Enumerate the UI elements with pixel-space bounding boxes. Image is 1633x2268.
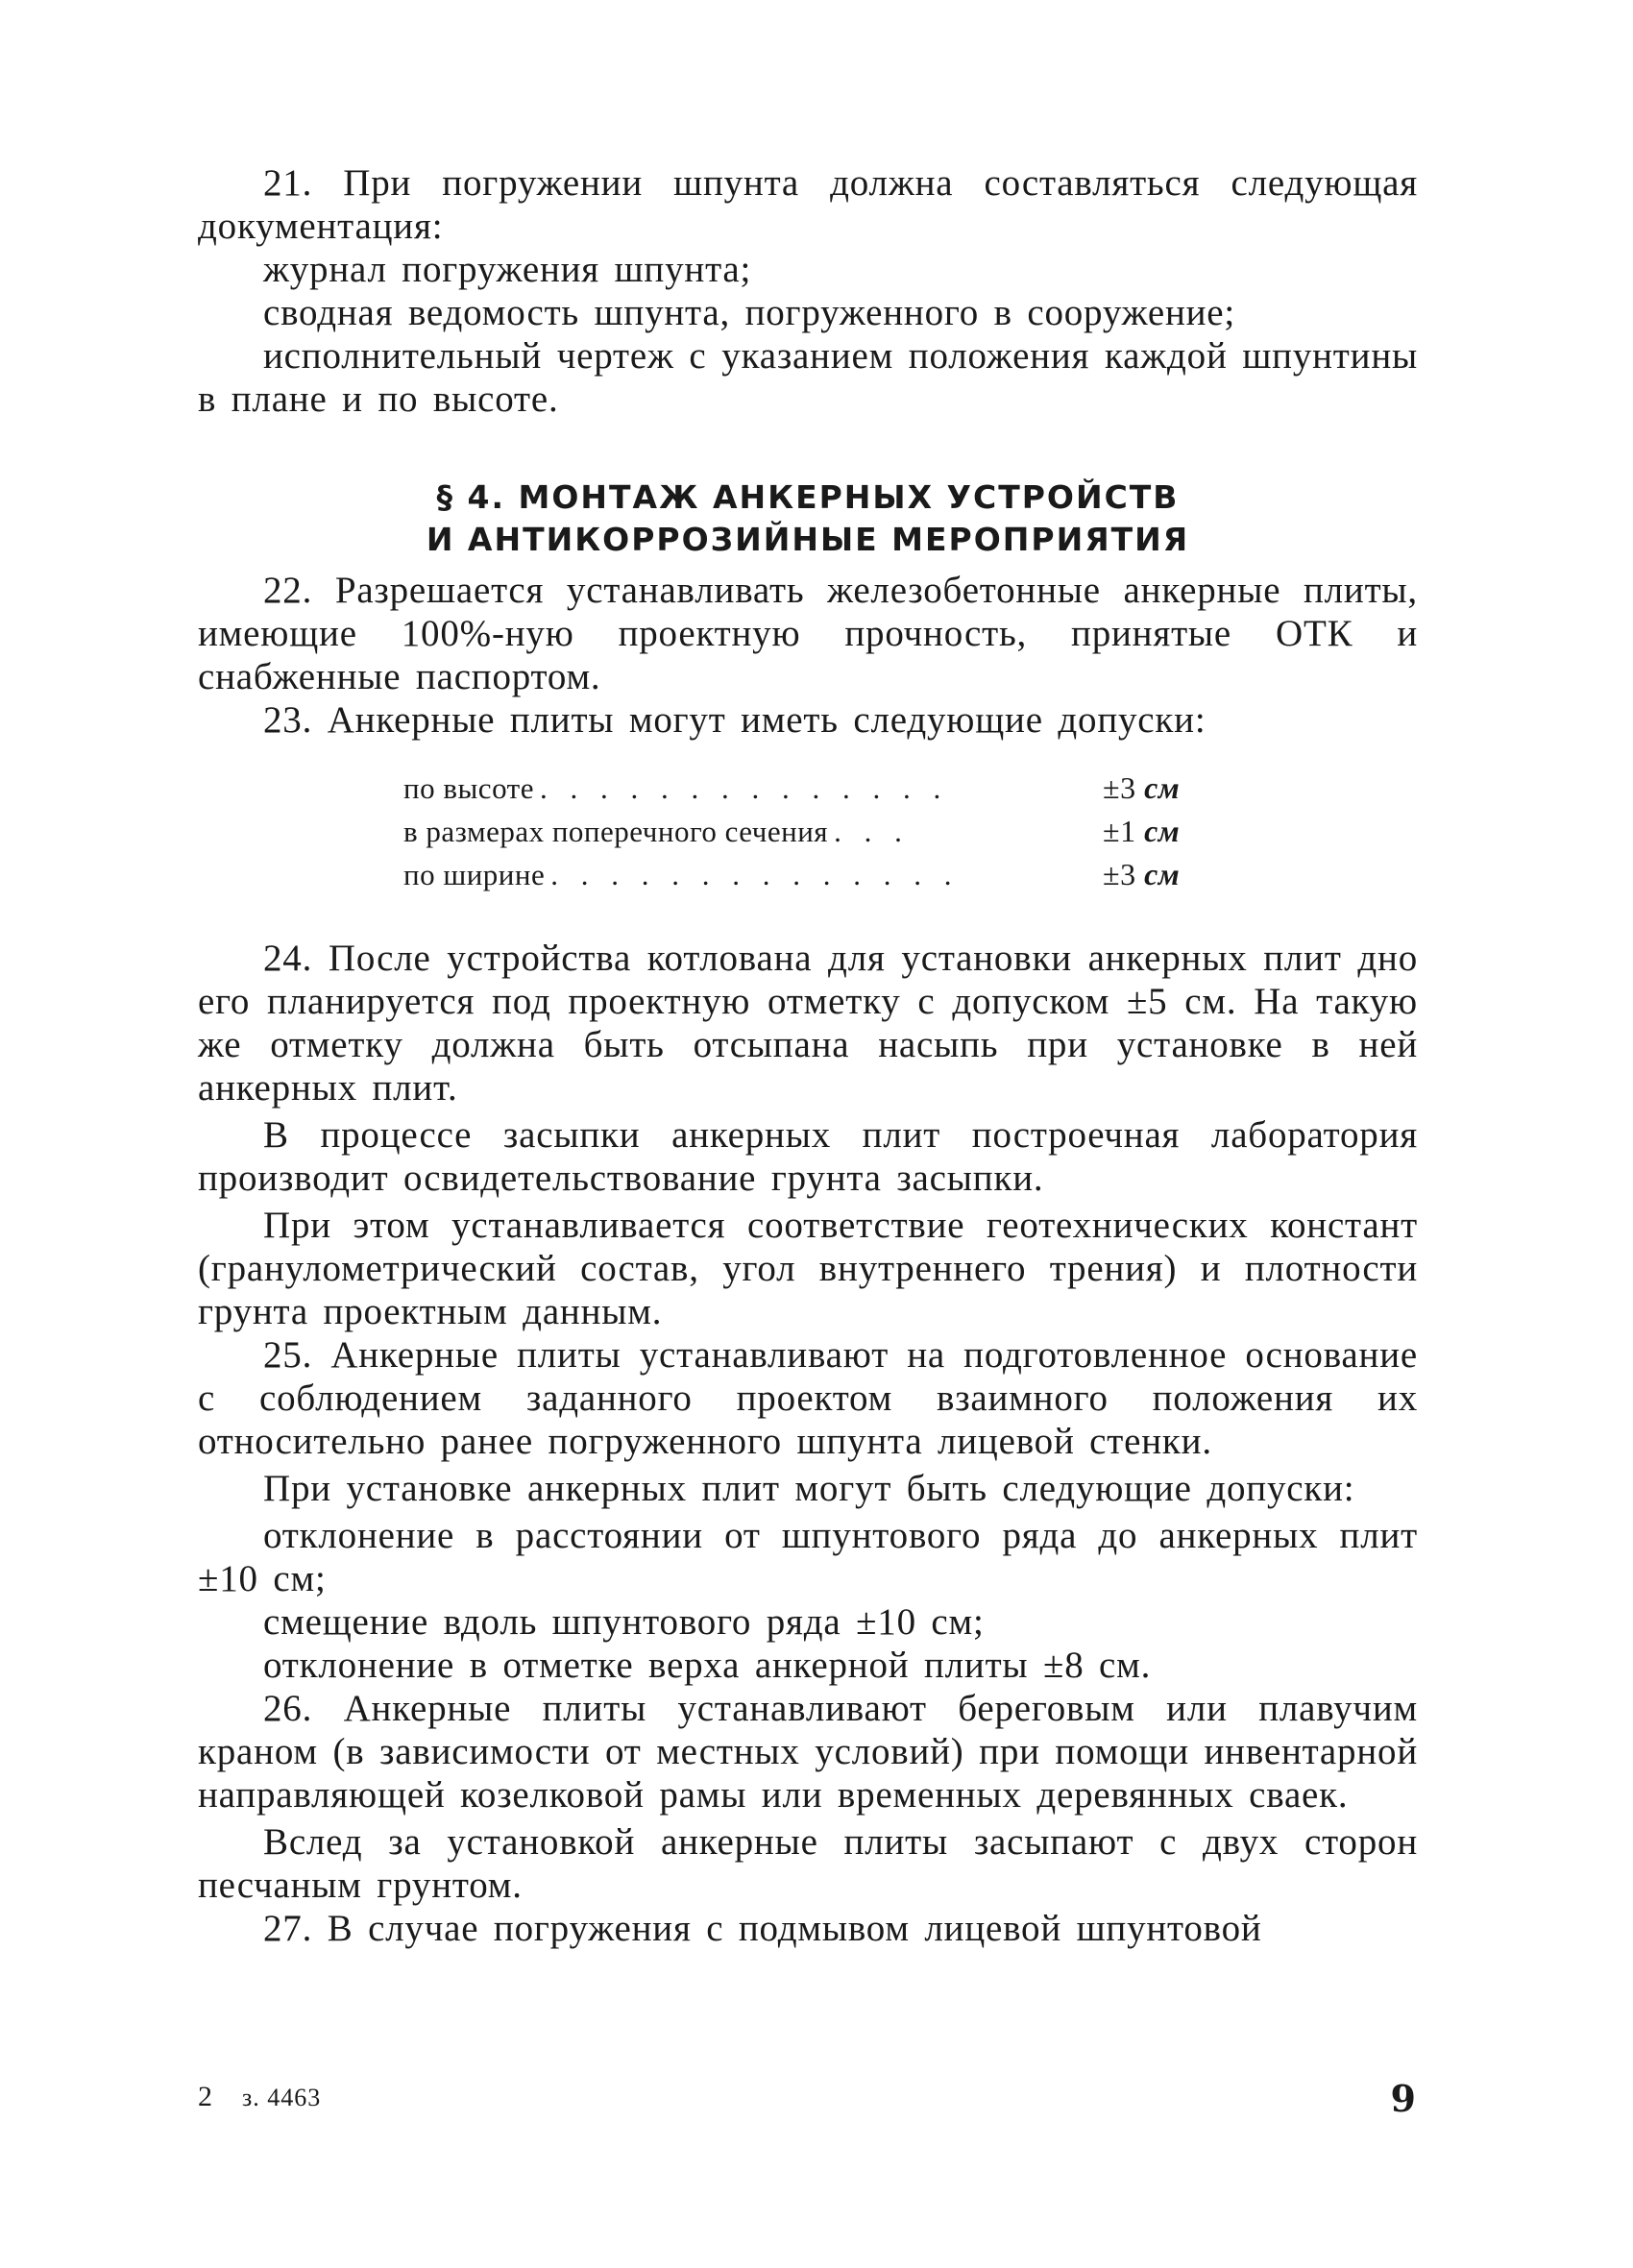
- paragraph-24: 24. После устройства котлована для установки анкерных плит дно его планируется под проектную отметку с допуском ±5 см. На такую же отметку должна быть отсыпана насыпь при установке в ней анкерных плит.: [198, 938, 1418, 1109]
- list-item-distance-deviation: отклонение в расстоянии от шпунтового ряда до анкерных плит ±10 см;: [198, 1515, 1418, 1599]
- section-heading-line-2: И АНТИКОРРОЗИЙНЫЕ МЕРОПРИЯТИЯ: [426, 521, 1190, 558]
- list-item-top-level-deviation: отклонение в отметке верха анкерной плиты ±8 см.: [263, 1645, 1152, 1686]
- section-heading-line-1: § 4. МОНТАЖ АНКЕРНЫХ УСТРОЙСТВ: [436, 478, 1180, 516]
- tolerance-number: ±3: [1103, 770, 1136, 805]
- leader-dots: . . . . . . . . . . . . . .: [550, 858, 960, 891]
- paragraph-24-laboratory: В процессе засыпки анкерных плит построечная лаборатория производит освидетельствование грунта засыпки.: [198, 1114, 1418, 1199]
- tolerance-number: ±3: [1103, 857, 1136, 891]
- paragraph-24-constants: При этом устанавливается соответствие геотехнических констант (гранулометрический состав, угол внутреннего трения) и плотности грунта проектным данным.: [198, 1205, 1418, 1332]
- paragraph-26: 26. Анкерные плиты устанавливают береговым или плавучим краном (в зависимости от местных условий) при помощи инвентарной направляющей козелковой рамы или временных деревянных сваек.: [198, 1688, 1418, 1816]
- tolerance-value: [1103, 767, 1210, 809]
- document-page: [198, 161, 1418, 2159]
- paragraph-27: 27. В случае погружения с подмывом лицевой шпунтовой: [263, 1908, 1262, 1949]
- paragraph-25: 25. Анкерные плиты устанавливают на подготовленное основание с соблюдением заданного проектом взаимного положения их относительно ранее погруженного шпунта лицевой стенки.: [198, 1334, 1418, 1462]
- paragraph-21: 21. При погружении шпунта должна составляться следующая документация:: [198, 162, 1418, 247]
- tolerance-row: [403, 767, 1210, 810]
- signature-number: 2: [198, 2081, 213, 2112]
- leader-dots: . . . . . . . . . . . . . .: [539, 771, 949, 805]
- tolerance-value: [1103, 810, 1210, 852]
- tolerance-unit: см: [1144, 814, 1181, 848]
- leader-dots: . . .: [834, 815, 910, 848]
- order-number: з. 4463: [242, 2084, 322, 2111]
- list-item-summary-sheet: сводная ведомость шпунта, погруженного в сооружение;: [263, 292, 1236, 333]
- tolerance-number: ±1: [1103, 814, 1136, 848]
- section-heading: [198, 476, 1418, 561]
- paragraph-23: 23. Анкерные плиты могут иметь следующие допуски:: [263, 699, 1206, 741]
- tolerances-table: [403, 767, 1210, 896]
- list-item-offset: смещение вдоль шпунтового ряда ±10 см;: [263, 1601, 985, 1643]
- tolerance-unit: см: [1144, 770, 1181, 805]
- page-footer: [198, 2077, 1418, 2129]
- tolerance-label: по ширине: [403, 858, 546, 891]
- paragraph-22: 22. Разрешается устанавливать железобетонные анкерные плиты, имеющие 100%-ную проектную прочность, принятые ОТК и снабженные паспортом.: [198, 570, 1418, 697]
- paragraph-25-tolerances-intro: При установке анкерных плит могут быть следующие допуски:: [263, 1468, 1355, 1509]
- list-item-journal: журнал погружения шпунта;: [263, 249, 752, 290]
- tolerance-label: по высоте: [403, 771, 534, 805]
- tolerance-label: в размерах поперечного сечения: [403, 815, 829, 848]
- list-item-as-built-drawing: исполнительный чертеж с указанием положения каждой шпунтины в плане и по высоте.: [198, 335, 1418, 420]
- tolerance-row: [403, 853, 1210, 896]
- page-number: 9: [1390, 2077, 1416, 2120]
- printer-signature: [198, 2081, 321, 2113]
- paragraph-26-backfill: Вслед за установкой анкерные плиты засыпают с двух сторон песчаным грунтом.: [198, 1821, 1418, 1906]
- tolerance-unit: см: [1144, 857, 1181, 891]
- tolerance-value: [1103, 853, 1210, 895]
- tolerance-row: [403, 810, 1210, 853]
